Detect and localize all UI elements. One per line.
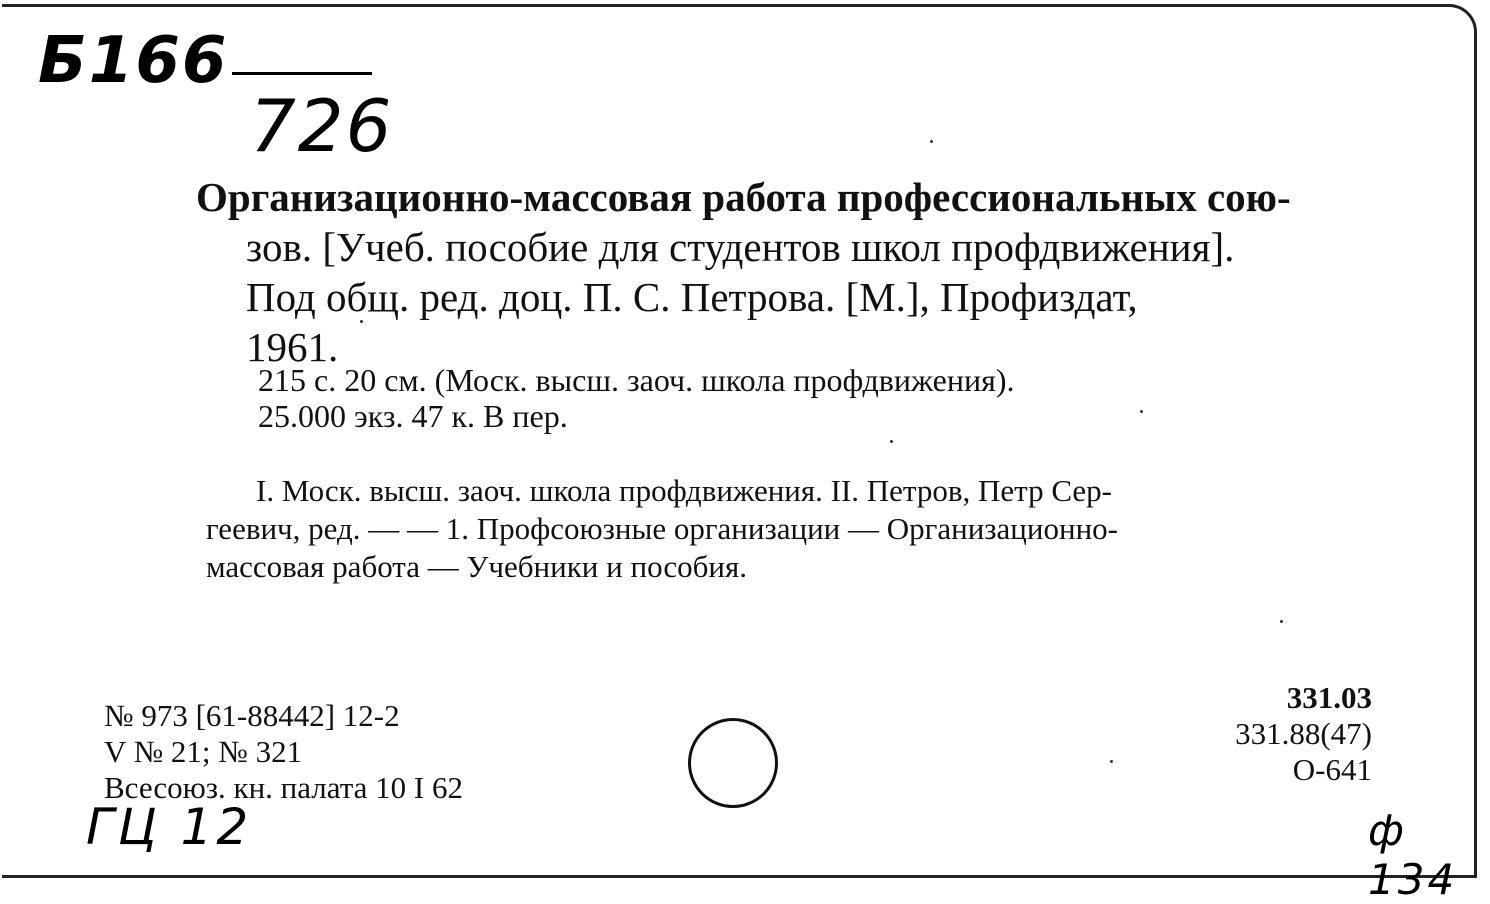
catalog-info — [104, 698, 463, 806]
collation-note — [258, 362, 1014, 434]
punch-hole — [688, 718, 778, 808]
speck — [890, 440, 893, 443]
udc-main: 331.03 — [1286, 680, 1372, 715]
entry-line-3: Под общ. ред. доц. П. С. Петрова. [М.], Профиздат, — [246, 274, 1138, 320]
collation-line-1: 215 с. 20 см. (Моск. высш. заоч. школа профдвижения). — [258, 362, 1015, 398]
handwritten-bottom-left: ГЦ 12 — [86, 798, 253, 856]
catalog-info-line-2: V № 21; № 321 — [104, 734, 303, 769]
speck — [1140, 410, 1143, 413]
subject-tracings — [206, 472, 1118, 586]
bibliographic-entry — [196, 172, 1291, 372]
speck — [1280, 620, 1283, 623]
entry-line-2: зов. [Учеб. пособие для студентов школ профдвижения]. — [246, 224, 1235, 270]
author-mark: О-641 — [1292, 752, 1372, 787]
entry-line-4: 1961. — [246, 324, 339, 370]
catalog-info-line-1: № 973 [61-88442] 12-2 — [104, 698, 400, 733]
speck — [360, 320, 363, 323]
call-number-top: Б166 — [38, 24, 229, 98]
call-number-divider — [232, 72, 372, 75]
tracing-line-2: геевич, ред. — — 1. Профсоюзные организации — Организационно- — [206, 511, 1118, 546]
handwritten-bottom-right: ф 134 — [1368, 806, 1458, 904]
tracing-line-1: I. Моск. высш. заоч. школа профдвижения. II. Петров, Петр Сер- — [256, 473, 1112, 508]
classification-block — [1235, 680, 1372, 788]
catalog-info-line-3: Всесоюз. кн. палата 10 I 62 — [104, 770, 463, 805]
speck — [1110, 760, 1113, 763]
udc-secondary: 331.88(47) — [1235, 716, 1372, 751]
speck — [930, 140, 933, 143]
entry-line-1: Организационно-массовая работа профессиональных сою- — [196, 174, 1291, 220]
collation-line-2: 25.000 экз. 47 к. В пер. — [258, 398, 568, 434]
tracing-line-3: массовая работа — Учебники и пособия. — [206, 549, 747, 584]
call-number-bottom: 726 — [250, 84, 394, 168]
